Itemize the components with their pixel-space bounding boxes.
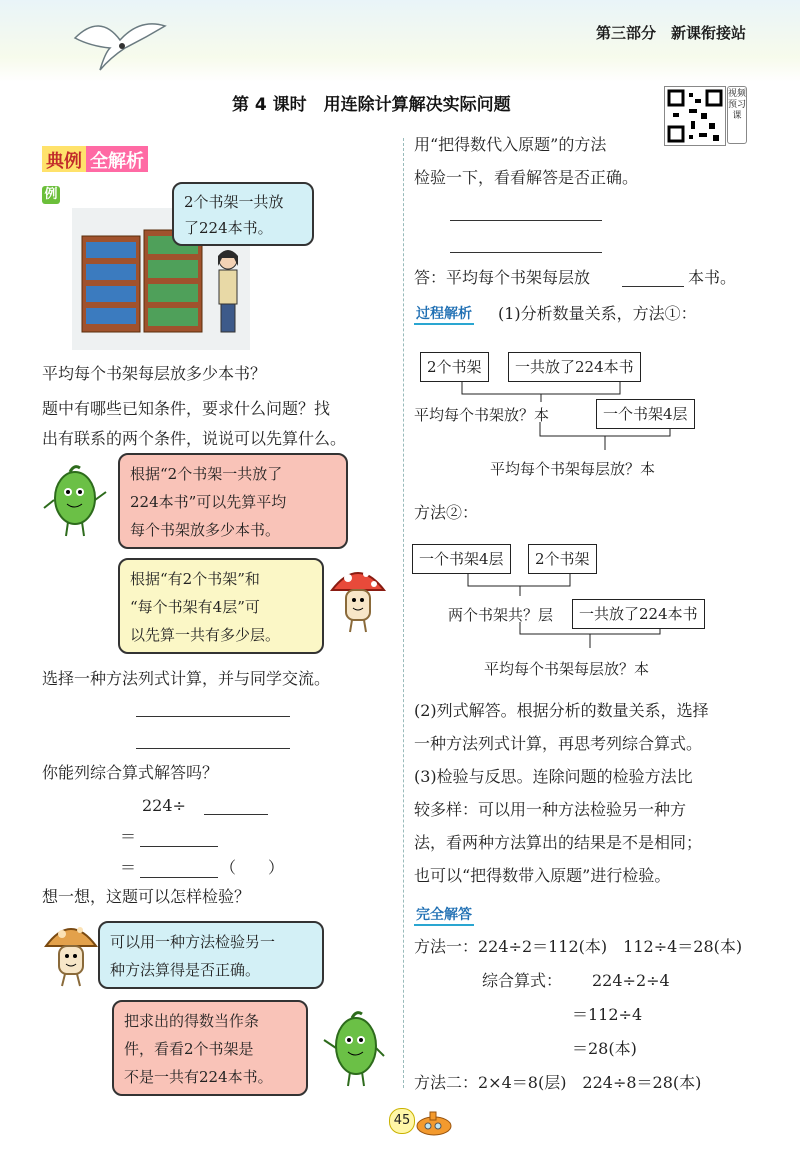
answer-blank-2[interactable] — [136, 748, 290, 749]
m2-intermediate: 两个书架共？层 — [448, 606, 554, 624]
m1-intermediate: 平均每个书架放？本 — [414, 406, 550, 424]
check-blank-1[interactable] — [450, 220, 602, 221]
hint-bubble-yellow — [118, 558, 324, 654]
section-badge — [42, 146, 148, 172]
m1-box-two-shelves: 2个书架 — [420, 352, 489, 382]
hint-line-3: 每个书架放多少本书。 — [130, 521, 281, 539]
check-blank-2[interactable] — [450, 252, 602, 253]
submarine-icon — [414, 1110, 454, 1138]
solution-method-1: 方法一：224÷2＝112(本) 112÷4＝28(本) — [414, 937, 743, 956]
step3-line-4: 也可以“把得数带入原题”进行检验。 — [414, 866, 671, 885]
hint-line-2: 件，看看2个书架是 — [124, 1040, 254, 1058]
m2-box-two-shelves: 2个书架 — [528, 544, 597, 574]
qr-label: 视频预习课 — [727, 86, 747, 144]
hint-line-2: “每个书架有4层”可 — [130, 598, 260, 616]
mushroom-character-icon-2 — [44, 914, 98, 990]
question-text: 平均每个书架每层放多少本书？ — [42, 364, 267, 383]
speech-bubble-teacher — [172, 182, 314, 246]
qr-code-icon[interactable] — [664, 86, 726, 146]
formula-blank-3[interactable] — [140, 877, 218, 878]
combined-formula: 224÷2÷4 — [592, 971, 670, 990]
solution-method-2: 方法二：2×4＝8(层) 224÷8＝28(本) — [414, 1073, 702, 1092]
full-solution-title: 完全解答 — [414, 904, 474, 926]
m2-box-total-books: 一共放了224本书 — [572, 599, 705, 629]
formula-eq-1: ＝ — [120, 827, 137, 846]
lesson-title: 第 4 课时 用连除计算解决实际问题 — [232, 95, 511, 115]
hint-line-3: 以先算一共有多少层。 — [130, 626, 281, 644]
page-number: 45 — [389, 1108, 415, 1134]
mushroom-character-icon — [328, 560, 388, 636]
seagull-icon — [70, 8, 170, 78]
method-2-label: 方法②： — [414, 503, 479, 522]
m1-box-total-books: 一共放了224本书 — [508, 352, 641, 382]
answer-blank[interactable] — [622, 286, 684, 287]
answer-blank-1[interactable] — [136, 716, 290, 717]
hint-bubble-pink — [118, 453, 348, 549]
step3-line-2: 较多样：可以用一种方法检验另一种方 — [414, 800, 687, 819]
analysis-section-title: 过程解析 — [414, 303, 474, 325]
hint-line-1: 把求出的得数当作条 — [124, 1012, 260, 1030]
hint-line-3: 不是一共有224本书。 — [124, 1068, 273, 1086]
badge-part-b: 全解析 — [86, 146, 148, 172]
m1-result: 平均每个书架每层放？本 — [490, 460, 656, 478]
think-question: 想一想，这题可以怎样检验？ — [42, 887, 251, 906]
analysis-intro: (1)分析数量关系，方法①： — [498, 304, 697, 323]
prompt-line-2: 出有联系的两个条件，说说可以先算什么。 — [42, 429, 347, 448]
badge-part-a: 典例 — [42, 146, 86, 172]
combined-formula-question: 你能列综合算式解答吗？ — [42, 763, 219, 782]
combined-step-1: ＝112÷4 — [572, 1005, 643, 1024]
combined-formula-label: 综合算式： — [482, 971, 563, 990]
step2-line-2: 一种方法列式计算，再思考列综合算式。 — [414, 734, 703, 753]
unit-parenthesis[interactable]: （ ） — [220, 858, 285, 877]
speech-line-1: 2个书架一共放 — [184, 193, 284, 211]
step3-line-1: (3)检验与反思。连除问题的检验方法比 — [414, 767, 693, 786]
header-section-label: 第三部分 新课衔接站 — [596, 24, 747, 42]
step3-line-3: 法，看两种方法算出的结果是不是相同； — [414, 833, 703, 852]
speech-line-2: 了224本书。 — [184, 219, 273, 237]
m2-result: 平均每个书架每层放？本 — [484, 660, 650, 678]
check-method-line-1: 用“把得数代入原题”的方法 — [414, 135, 607, 154]
hint-line-2: 种方法算得是否正确。 — [110, 961, 261, 979]
check-method-line-2: 检验一下，看看解答是否正确。 — [414, 168, 639, 187]
prompt-line-1: 题中有哪些已知条件，要求什么问题？找 — [42, 399, 331, 418]
answer-suffix: 本书。 — [688, 268, 737, 287]
m1-box-four-layers: 一个书架4层 — [596, 399, 695, 429]
pepper-character-icon-2 — [318, 1008, 388, 1090]
hint-line-1: 可以用一种方法检验另一 — [110, 933, 276, 951]
formula-eq-2: ＝ — [120, 858, 137, 877]
combined-step-2: ＝28(本) — [572, 1039, 637, 1058]
hint-line-1: 根据“有2个书架”和 — [130, 570, 260, 588]
column-divider — [403, 138, 404, 1088]
step2-line-1: (2)列式解答。根据分析的数量关系，选择 — [414, 701, 709, 720]
formula-blank-2[interactable] — [140, 846, 218, 847]
example-icon: 例 — [42, 186, 60, 204]
hint-bubble-pink-2 — [112, 1000, 308, 1096]
choose-method-text: 选择一种方法列式计算，并与同学交流。 — [42, 669, 331, 688]
hint-bubble-cyan — [98, 921, 324, 989]
formula-blank-1[interactable] — [204, 814, 268, 815]
formula-start: 224÷ — [142, 796, 186, 815]
answer-prefix: 答：平均每个书架每层放 — [414, 268, 591, 287]
m2-box-four-layers: 一个书架4层 — [412, 544, 511, 574]
hint-line-1: 根据“2个书架一共放了 — [130, 465, 283, 483]
pepper-character-icon — [40, 462, 110, 542]
hint-line-2: 224本书”可以先算平均 — [130, 493, 287, 511]
